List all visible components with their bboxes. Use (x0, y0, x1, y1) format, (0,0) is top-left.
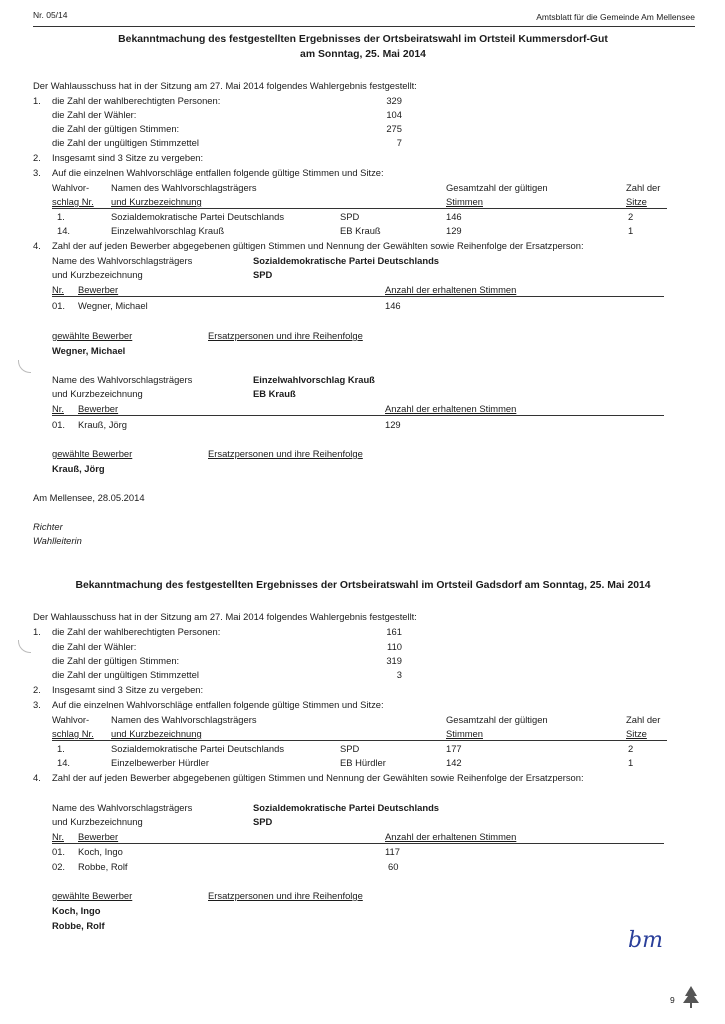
table-row-nr: 1. (57, 743, 65, 754)
s2b-col-bewerber: Bewerber (78, 831, 119, 842)
s2-table-rule (52, 740, 667, 741)
s1b2-col-votes: Anzahl der erhaltenen Stimmen (385, 403, 517, 414)
s1b1-label1: Name des Wahlvorschlagsträgers (52, 255, 193, 266)
list-item-nr: 01. (52, 846, 66, 857)
issue-number: Nr. 05/14 (33, 10, 68, 20)
s2-stat-value: 161 (386, 626, 402, 637)
s1-stat-num: 1. (33, 95, 41, 106)
s1-th-seats: Zahl der (626, 182, 661, 193)
s2-item2-text: Insgesamt sind 3 Sitze zu vergeben: (52, 684, 204, 695)
section2-intro: Der Wahlausschuss hat in der Sitzung am 27. Mai 2014 folgendes Wahlergebnis festgestellt: (33, 611, 417, 622)
s1b1-short: SPD (253, 269, 273, 280)
s2-stat-value: 110 (387, 641, 402, 652)
s2-stat-value: 319 (386, 655, 402, 666)
list-item-name: Koch, Ingo (78, 846, 123, 857)
s1b1-label2: und Kurzbezeichnung (52, 269, 143, 280)
s2b-elected-name: Robbe, Rolf (52, 920, 105, 931)
s1-th-nr: Wahlvor- (52, 182, 90, 193)
table-row-name: Einzelwahlvorschlag Krauß (111, 225, 225, 236)
s2b-col-nr: Nr. (52, 831, 64, 842)
s2b-elected-label: gewählte Bewerber (52, 890, 133, 901)
s2-stat-num: 1. (33, 626, 41, 637)
s2-item2-num: 2. (33, 684, 41, 695)
s1b1-col-bewerber: Bewerber (78, 284, 119, 295)
s1-stat-label: die Zahl der gültigen Stimmen: (52, 123, 180, 134)
s1b2-col-bewerber: Bewerber (78, 403, 119, 414)
s1-stat-value: 275 (386, 123, 402, 134)
s1-th-name2: und Kurzbezeichnung (111, 196, 202, 207)
s1b2-label1: Name des Wahlvorschlagsträgers (52, 374, 193, 385)
s1b1-party: Sozialdemokratische Partei Deutschlands (253, 255, 440, 266)
s1b2-rule (52, 415, 664, 416)
s2b-label1: Name des Wahlvorschlagsträgers (52, 802, 193, 813)
tree-logo-icon (680, 984, 702, 1010)
s1b2-short: EB Krauß (253, 388, 296, 399)
list-item-nr: 01. (52, 300, 66, 311)
place-date: Am Mellensee, 28.05.2014 (33, 492, 145, 503)
table-row-short: SPD (340, 743, 360, 754)
s1-table-rule (52, 208, 667, 209)
list-item-nr: 01. (52, 419, 66, 430)
list-item-votes: 117 (385, 846, 400, 857)
scan-mark (18, 360, 31, 373)
s2b-rule (52, 843, 664, 844)
s2-item3-text: Auf die einzelnen Wahlvorschläge entfallen folgende gültige Stimmen und Sitze: (52, 699, 384, 710)
list-item-votes: 146 (385, 300, 401, 311)
s1-th-name: Namen des Wahlvorschlagsträgers (111, 182, 257, 193)
s2-item3-num: 3. (33, 699, 41, 710)
header-rule (33, 26, 695, 27)
s2-th-votes2: Stimmen (446, 728, 483, 739)
s1b2-elected-label: gewählte Bewerber (52, 448, 133, 459)
s2-th-nr: Wahlvor- (52, 714, 90, 725)
s2-item4-text: Zahl der auf jeden Bewerber abgegebenen gültigen Stimmen und Nennung der Gewählten sowie Reihenfolge der Ersatzperson: (52, 772, 584, 783)
s1-stat-value: 104 (386, 109, 402, 120)
s2-th-seats2: Sitze (626, 728, 647, 739)
s2b-short: SPD (253, 816, 273, 827)
table-row-short: SPD (340, 211, 360, 222)
s2-stat-label: die Zahl der ungültigen Stimmzettel (52, 669, 199, 680)
table-row-nr: 14. (57, 757, 71, 768)
s2b-col-votes: Anzahl der erhaltenen Stimmen (385, 831, 517, 842)
s1b2-elected-name: Krauß, Jörg (52, 463, 105, 474)
s1-th-votes: Gesamtzahl der gültigen (446, 182, 548, 193)
s1-th-nr2: schlag Nr. (52, 196, 94, 207)
s1b1-elected-label: gewählte Bewerber (52, 330, 133, 341)
page-number: 9 (670, 995, 675, 1005)
table-row-nr: 1. (57, 211, 65, 222)
table-row-votes: 129 (446, 225, 462, 236)
table-row-votes: 146 (446, 211, 462, 222)
s1-stat-label: die Zahl der ungültigen Stimmzettel (52, 137, 199, 148)
section1-title: Bekanntmachung des festgestellten Ergebnisses der Ortsbeiratswahl im Ortsteil Kummersdorf-Gut (118, 34, 608, 45)
list-item-name: Krauß, Jörg (78, 419, 127, 430)
table-row-seats: 1 (628, 757, 634, 768)
s1b2-label2: und Kurzbezeichnung (52, 388, 143, 399)
s1-item3-num: 3. (33, 167, 41, 178)
list-item-votes: 60 (388, 861, 399, 872)
list-item-nr: 02. (52, 861, 66, 872)
table-row-name: Sozialdemokratische Partei Deutschlands (111, 743, 285, 754)
list-item-name: Robbe, Rolf (78, 861, 128, 872)
s2b-elected-name: Koch, Ingo (52, 905, 101, 916)
section1-intro: Der Wahlausschuss hat in der Sitzung am 27. Mai 2014 folgendes Wahlergebnis festgestellt: (33, 80, 417, 91)
table-row-seats: 2 (628, 211, 634, 222)
s2-th-nr2: schlag Nr. (52, 728, 94, 739)
s1-item2-num: 2. (33, 152, 41, 163)
s2-stat-value: 3 (396, 669, 402, 680)
s1b2-col-nr: Nr. (52, 403, 64, 414)
list-item-name: Wegner, Michael (78, 300, 148, 311)
s1-stat-value: 7 (396, 137, 402, 148)
section2-title: Bekanntmachung des festgestellten Ergebnisses der Ortsbeiratswahl im Ortsteil Gadsdorf am Sonntag, 25. Mai 2014 (75, 580, 651, 591)
s2-item4-num: 4. (33, 772, 41, 783)
s1-stat-label: die Zahl der wahlberechtigten Personen: (52, 95, 221, 106)
s1-th-votes2: Stimmen (446, 196, 483, 207)
s2b-label2: und Kurzbezeichnung (52, 816, 143, 827)
list-item-votes: 129 (385, 419, 401, 430)
s2-th-name: Namen des Wahlvorschlagsträgers (111, 714, 257, 725)
s1b1-col-nr: Nr. (52, 284, 64, 295)
s1-item2-text: Insgesamt sind 3 Sitze zu vergeben: (52, 152, 204, 163)
table-row-name: Sozialdemokratische Partei Deutschlands (111, 211, 285, 222)
s1-stat-label: die Zahl der Wähler: (52, 109, 137, 120)
scan-mark (18, 640, 31, 653)
table-row-short: EB Krauß (340, 225, 381, 236)
s2-th-name2: und Kurzbezeichnung (111, 728, 202, 739)
s1b1-rule (52, 296, 664, 297)
handwritten-initials: bm (628, 928, 663, 953)
s1b2-party: Einzelwahlvorschlag Krauß (253, 374, 375, 385)
s1-stat-value: 329 (386, 95, 402, 106)
s1-item3-text: Auf die einzelnen Wahlvorschläge entfallen folgende gültige Stimmen und Sitze: (52, 167, 384, 178)
s2-th-seats: Zahl der (626, 714, 661, 725)
s1-item4-text: Zahl der auf jeden Bewerber abgegebenen gültigen Stimmen und Nennung der Gewählten sowie Reihenfolge der Ersatzperson: (52, 240, 584, 251)
signer-name: Richter (33, 521, 63, 532)
table-row-votes: 177 (446, 743, 462, 754)
s2-stat-label: die Zahl der gültigen Stimmen: (52, 655, 180, 666)
s2-stat-label: die Zahl der Wähler: (52, 641, 137, 652)
table-row-votes: 142 (446, 757, 462, 768)
s1b1-elected-name: Wegner, Michael (52, 345, 126, 356)
table-row-short: EB Hürdler (340, 757, 386, 768)
s1b1-substitutes-label: Ersatzpersonen und ihre Reihenfolge (208, 330, 363, 341)
s1b1-col-votes: Anzahl der erhaltenen Stimmen (385, 284, 517, 295)
s2b-party: Sozialdemokratische Partei Deutschlands (253, 802, 440, 813)
s2-th-votes: Gesamtzahl der gültigen (446, 714, 548, 725)
s2b-substitutes-label: Ersatzpersonen und ihre Reihenfolge (208, 890, 363, 901)
s1-th-seats2: Sitze (626, 196, 647, 207)
table-row-seats: 1 (628, 225, 634, 236)
table-row-nr: 14. (57, 225, 71, 236)
table-row-name: Einzelbewerber Hürdler (111, 757, 209, 768)
s1-item4-num: 4. (33, 240, 41, 251)
signer-role: Wahlleiterin (33, 535, 82, 546)
section1-title-line2: am Sonntag, 25. Mai 2014 (300, 49, 426, 60)
s1b2-substitutes-label: Ersatzpersonen und ihre Reihenfolge (208, 448, 363, 459)
publication-name: Amtsblatt für die Gemeinde Am Mellensee (536, 12, 695, 22)
table-row-seats: 2 (628, 743, 634, 754)
s2-stat-label: die Zahl der wahlberechtigten Personen: (52, 626, 221, 637)
